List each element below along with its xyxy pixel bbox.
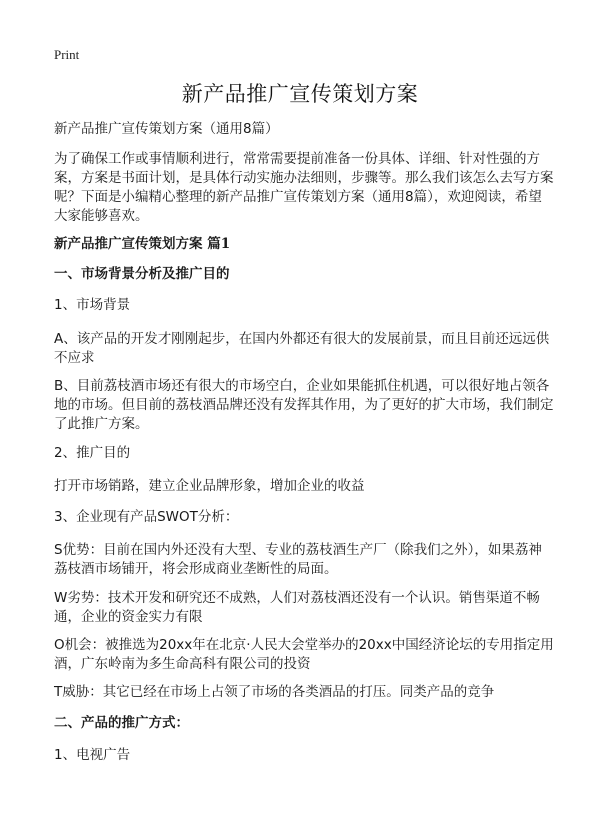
item-heading-swot: 3、企业现有产品SWOT分析： [54, 509, 239, 525]
paragraph-swot-opportunities: O机会：被推选为20xx年在北京·人民大会堂举办的20xx中国经济论坛的专用指定用酒，广东岭南为多生命高科有限公司的投资 [54, 637, 554, 672]
paragraph-swot-threats: T威胁：其它已经在市场上占领了市场的各类酒品的打压。同类产品的竞争 [54, 684, 495, 700]
item-heading-market-background: 1、市场背景 [54, 297, 131, 313]
print-link[interactable]: Print [54, 47, 80, 62]
document-subtitle: 新产品推广宣传策划方案（通用8篇） [54, 121, 279, 137]
paragraph-market-a: A、该产品的开发才刚刚起步，在国内外都还有很大的发展前景，而且目前还远远供不应求 [54, 331, 550, 366]
page-title: 新产品推广宣传策划方案 [181, 82, 419, 106]
section-heading-market: 一、市场背景分析及推广目的 [54, 266, 230, 282]
paragraph-market-b: B、目前荔枝酒市场还有很大的市场空白，企业如果能抓住机遇，可以很好地占领各地的市场。但目前的荔枝酒品牌还没有发挥其作用，为了更好的扩大市场，我们制定了此推广方案。 [54, 378, 554, 432]
section-heading-promotion-methods: 二、产品的推广方式： [54, 715, 189, 731]
article-heading: 新产品推广宣传策划方案 篇1 [54, 236, 231, 252]
paragraph-promotion-goal: 打开市场销路，建立企业品牌形象，增加企业的收益 [54, 478, 365, 494]
item-heading-promotion-goal: 2、推广目的 [54, 445, 131, 461]
item-heading-tv-ads: 1、电视广告 [54, 747, 131, 763]
paragraph-swot-strengths: S优势：目前在国内外还没有大型、专业的荔枝酒生产厂（除我们之外），如果荔神荔枝酒市场铺开，将会形成商业垄断性的局面。 [54, 542, 542, 577]
intro-paragraph: 为了确保工作或事情顺利进行，常常需要提前准备一份具体、详细、针对性强的方案，方案是书面计划，是具体行动实施办法细则，步骤等。那么我们该怎么去写方案呢？下面是小编精心整理的新产品推广宣传策划方案（通用8篇），欢迎阅读，希望大家能够喜欢。 [54, 151, 554, 224]
paragraph-swot-weaknesses: W劣势：技术开发和研究还不成熟，人们对荔枝酒还没有一个认识。销售渠道不畅通，企业的资金实力有限 [54, 590, 540, 625]
